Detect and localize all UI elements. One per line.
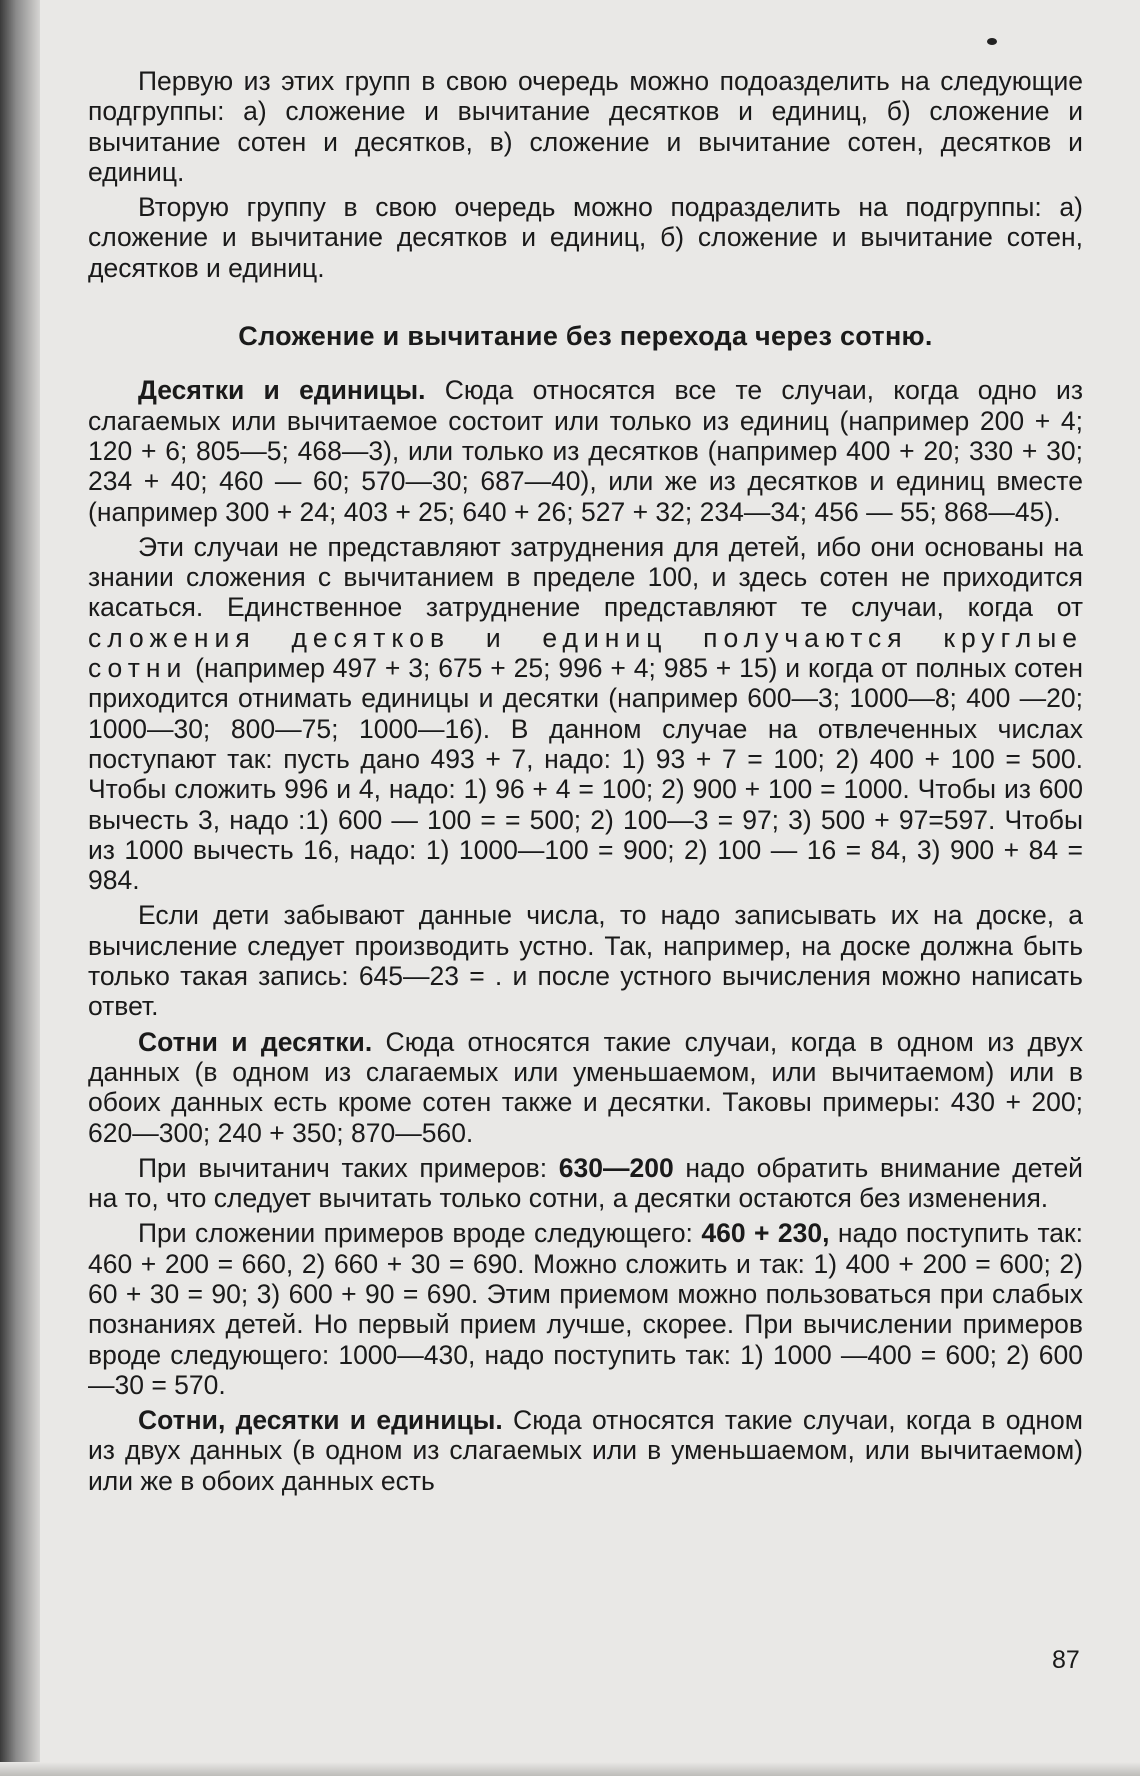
paragraph-6-text: Сюда относятся такие случаи, когда в одном из двух данных (в одном из слагаемых или уменьшаемом, или вычитаемом) или в обоих данных есть кроме сотен также и десятки. Таковы примеры: 430 + 200; 620—300; 240 + 350; 870—560. xyxy=(88,1026,1083,1148)
paragraph-5: Если дети забывают данные числа, то надо записывать их на доске, а вычисление следует производить устно. Так, например, на доске должна быть только такая запись: 645—23 = . и после устного вычисления можно написать ответ. xyxy=(88,900,1083,1022)
page-bottom-edge xyxy=(0,1762,1140,1776)
ink-mark xyxy=(987,38,997,45)
paragraph-4-text-b: (например 497 + 3; 675 + 25; 996 + 4; 985 + 15) и когда от полных сотен приходится отнимать единицы и десятки (например 600—3; 1000—8; 400 —20; 1000—30; 800—75; 1000—16). В данном случае на отвлеченных числах поступают так: пусть дано 493 + 7, надо: 1) 93 + 7 = 100; 2) 400 + 100 = 500. Чтобы сложить 996 и 4, надо: 1) 96 + 4 = 100; 2) 900 + 100 = 1000. Чтобы из 600 вычесть 3, надо :1) 600 — 100 = = 500; 2) 100—3 = 97; 3) 500 + 97=597. Чтобы из 1000 вычесть 16, надо: 1) 1000—100 = 900; 2) 100 — 16 = 84, 3) 900 + 84 = 984. xyxy=(88,653,1083,896)
page-number: 87 xyxy=(1052,1646,1080,1674)
paragraph-8-text-b: надо поступить так: 460 + 200 = 660, 2) 660 + 30 = 690. Можно сложить и так: 1) 400 + 200 = 600; 2) 60 + 30 = 90; 3) 600 + 90 = 690. Этим приемом можно пользоваться при слабых познаниях детей. Но первый прием лучше, скорее. При вычислении примеров вроде следующего: 1000—430, надо поступить так: 1) 1000 —400 = 600; 2) 600—30 = 570. xyxy=(88,1218,1083,1400)
paragraph-6 xyxy=(88,1027,1083,1148)
paragraph-3-text: Сюда относятся все те случаи, когда одно из слагаемых или вычитаемое состоит или только из единиц (например 200 + 4; 120 + 6; 805—5; 468—3), или только из десятков (например 400 + 20; 330 + 30; 234 + 40; 460 — 60; 570—30; 687—40), или же из десятков и единиц вместе (например 300 + 24; 403 + 25; 640 + 26; 527 + 32; 234—34; 456 — 55; 868—45). xyxy=(88,375,1083,527)
paragraph-4 xyxy=(88,532,1083,896)
paragraph-7-text-b: надо обратить внимание детей на то, что следует вычитать только сотни, а десятки остаются без изменения. xyxy=(88,1152,1083,1214)
binding-shadow xyxy=(0,0,40,1776)
paragraph-4-spaced-text: сложения десятков и единиц получаются круглые сотни xyxy=(88,622,1083,684)
paragraph-7 xyxy=(88,1153,1083,1214)
subheading-hundreds-tens-units: Сотни, десятки и единицы. xyxy=(138,1405,503,1436)
paragraph-1: Первую из этих групп в свою очередь можно подоазделить на следующие подгруппы: а) сложение и вычитание десятков и единиц, б) сложение и вычитание сотен и десятков, в) сложение и вычитание сотен, десятков и единиц. xyxy=(88,66,1083,187)
page-text xyxy=(88,66,1083,1496)
paragraph-3 xyxy=(88,375,1083,526)
paragraph-4-text-a: Эти случаи не представляют затруднения для детей, ибо они основаны на знании сложения с вычитанием в пределе 100, и здесь сотен не приходится касаться. Единственное затруднение представляют те случаи, когда от xyxy=(88,531,1083,623)
paragraph-8-text-a: При сложении примеров вроде следующего: xyxy=(138,1218,702,1249)
subheading-tens-units: Десятки и единицы. xyxy=(138,375,426,406)
paragraph-7-example: 630—200 xyxy=(558,1152,674,1183)
paragraph-7-text-a: При вычитанич таких примеров: xyxy=(138,1152,559,1183)
paragraph-9 xyxy=(88,1405,1083,1496)
section-heading: Сложение и вычитание без перехода через сотню. xyxy=(238,321,933,352)
subheading-hundreds-tens: Сотни и десятки. xyxy=(138,1026,373,1057)
paragraph-9-text: Сюда относятся такие случаи, когда в одном из двух данных (в одном из слагаемых или в уменьшаемом, или вычитаемом) или же в обоих данных есть xyxy=(88,1405,1083,1496)
paragraph-8-example: 460 + 230, xyxy=(701,1218,830,1249)
paragraph-8 xyxy=(88,1218,1083,1400)
paragraph-2: Вторую группу в свою очередь можно подразделить на подгруппы: а) сложение и вычитание десятков и единиц, б) сложение и вычитание сотен, десятков и единиц. xyxy=(88,192,1083,283)
